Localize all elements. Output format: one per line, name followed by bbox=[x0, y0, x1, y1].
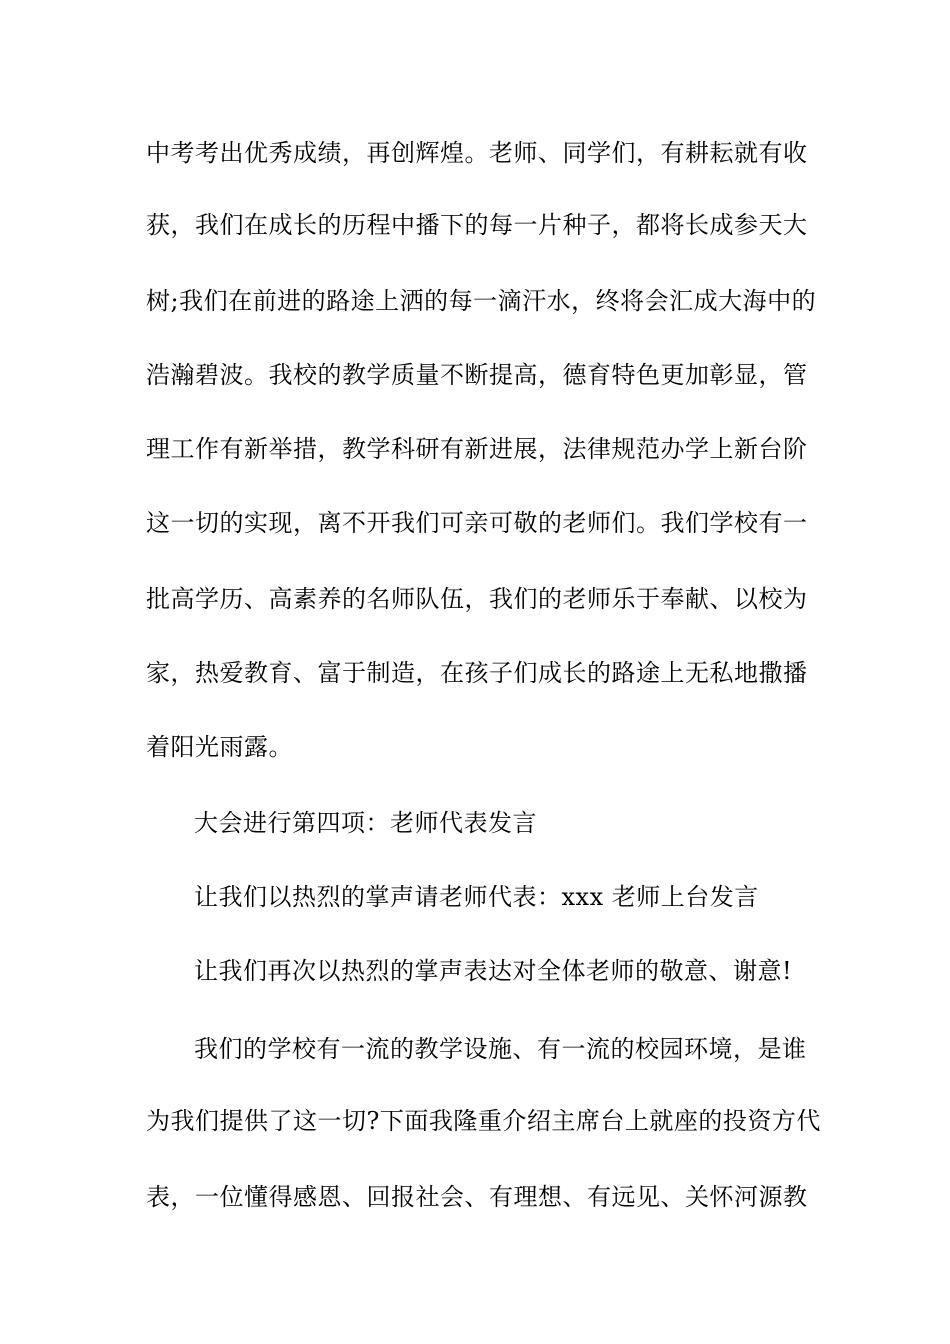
text-line-11: 让我们以热烈的掌声请老师代表：xxx 老师上台发言 bbox=[194, 883, 759, 911]
text-line-4: 浩瀚碧波。我校的教学质量不断提高，德育特色更加彰显，管 bbox=[146, 361, 808, 389]
agenda-item-heading: 大会进行第四项：老师代表发言 bbox=[194, 809, 537, 837]
text-line-1: 中考考出优秀成绩，再创辉煌。老师、同学们，有耕耘就有收 bbox=[146, 139, 808, 167]
text-line-6: 这一切的实现，离不开我们可亲可敬的老师们。我们学校有一 bbox=[146, 509, 808, 537]
text-line-14: 为我们提供了这一切?下面我隆重介绍主席台上就座的投资方代 bbox=[146, 1107, 821, 1135]
text-line-9: 着阳光雨露。 bbox=[146, 733, 293, 761]
text-line-5: 理工作有新举措，教学科研有新进展，法律规范办学上新台阶 bbox=[146, 435, 808, 463]
text-line-15: 表，一位懂得感恩、回报社会、有理想、有远见、关怀河源教 bbox=[146, 1183, 808, 1211]
text-line-13: 我们的学校有一流的教学设施、有一流的校园环境，是谁 bbox=[194, 1035, 807, 1063]
text-line-12: 让我们再次以热烈的掌声表达对全体老师的敬意、谢意! bbox=[194, 957, 793, 985]
text-line-2: 获，我们在成长的历程中播下的每一片种子，都将长成参天大 bbox=[146, 211, 808, 239]
text-line-8: 家，热爱教育、富于制造，在孩子们成长的路途上无私地撒播 bbox=[146, 659, 808, 687]
text-line-7: 批高学历、高素养的名师队伍，我们的老师乐于奉献、以校为 bbox=[146, 585, 808, 613]
text-line-3: 树;我们在前进的路途上洒的每一滴汗水，终将会汇成大海中的 bbox=[146, 287, 817, 315]
